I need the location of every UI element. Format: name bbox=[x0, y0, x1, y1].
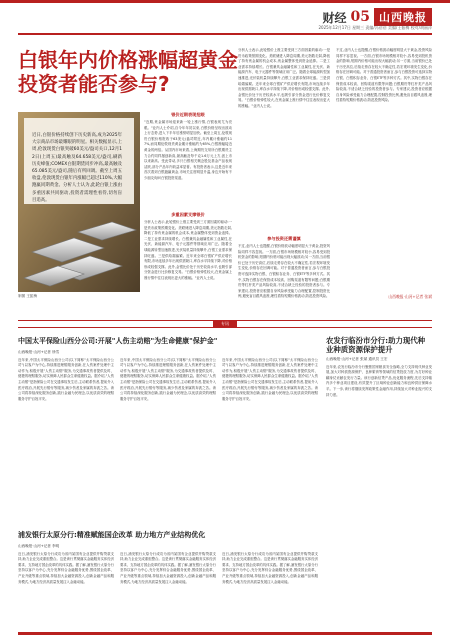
paper-logo: 山西晚报 bbox=[374, 8, 432, 26]
story-adbc-body: 近年来,农发行临汾市分行聚焦国家粮食安全战略,全力支持现代种业发展,加大对种质资源保护、良种繁育等领域的信贷投放力度,为打好种业翻身仗贡献农发行力量。该行创新信贷产品,优化服务流程,先后支持辖内多个种业项目建设,有效提升了区域种业创新能力和良种供应保障水平。下一步,该行将继续发挥政策性金融作用,持续加大对种业振兴的支持力度。 bbox=[326, 364, 432, 397]
lead-byline: 山西晚报·山河+记者 张斌 bbox=[388, 294, 432, 299]
masthead bbox=[323, 8, 433, 26]
column-1-text-b: 分析人士表示,此轮银价上涨主要受到三方面因素的驱动:一是货币政策预期变化。美联储进入降息周期,美元指数走弱,降低了持有贵金属的机会成本,贵金属整体受到资金追捧。二是工业需求持续增长。白银兼具金融属性和工业属性,在光伏、新能源汽车、电子元器件等领域应用广泛。随着全球能源转型加速推进,光伏装机量持续攀升,白银工业需求保持旺盛。三是供给端偏紧。近年来全球白银矿产供应增长有限,市场连续多年出现供需缺口,库存水平持续下降,对价格形成较强支撑。此外,金银比价处于历史较高水平,也吸引部分资金进行比价修复交易。"白银价格弹性较大,在贵金属上涨行情中往往表现出更大的涨幅。"业内人士说。 bbox=[144, 220, 232, 280]
section-bar bbox=[18, 320, 432, 328]
column-2-text-a: 分析人士表示,此轮银价上涨主要受到三方面因素的驱动:一是货币政策预期变化。美联储进入降息周期,美元指数走弱,降低了持有贵金属的机会成本,贵金属整体受到资金追捧。二是工业需求持续增长。白银兼具金融属性和工业属性,在光伏、新能源汽车、电子元器件等领域应用广泛。随着全球能源转型加速推进,光伏装机量持续攀升,白银工业需求保持旺盛。三是供给端偏紧。近年来全球白银矿产供应增长有限,市场连续多年出现供需缺口,库存水平持续下降,对价格形成较强支撑。此外,金银比价处于历史较高水平,也吸引部分资金进行比价修复交易。"白银价格弹性较大,在贵金属上涨行情中往往表现出更大的涨幅。"业内人士说。 bbox=[238, 48, 330, 108]
subhead-1: 银价近期表现抢眼 bbox=[171, 112, 205, 117]
story-spdb-title: 浦发银行太原分行:精准赋能国企改革 助力地方产业结构优化 bbox=[18, 531, 206, 539]
column-2-text-b: 不过,业内人士也提醒,白银价格波动幅度明显大于黄金,投资风险同样不容忽视。一方面,白银市场规模相对较小,容易受到投机资金的影响,短期内价格可能出现大幅波动;另一方面,当前银价已处于历史高位,后续走势存在较大不确定性,若宏观环境发生变化,价格存在回调可能。对于普通投资者而言,参与白银投资可选择实物白银、白银积存业务、白银ETF等多种方式。其中,实物白银存在保管成本较高、回购渠道有限等问题;白银期货等杠杆类产品风险较高,不适合缺乏经验的投资者参与。专家建议,投资者应根据自身风险承受能力合理配置,控制投资比例,避免盲目跟风追涨,理性看待短期价格波动,防范投资风险。 bbox=[238, 244, 330, 299]
headline-line-1: 白银年内价格涨幅超黄金 bbox=[18, 48, 238, 72]
story-spdb-body bbox=[18, 552, 318, 632]
photo-credit: 制图 王振梅 bbox=[18, 294, 38, 298]
column-3-text: 不过,业内人士也提醒,白银价格波动幅度明显大于黄金,投资风险同样不容忽视。一方面,白银市场规模相对较小,容易受到投机资金的影响,短期内价格可能出现大幅波动;另一方面,当前银价已处于历史高位,后续走势存在较大不确定性,若宏观环境发生变化,价格存在回调可能。对于普通投资者而言,参与白银投资可选择实物白银、白银积存业务、白银ETF等多种方式。其中,实物白银存在保管成本较高、回购渠道有限等问题;白银期货等杠杆类产品风险较高,不适合缺乏经验的投资者参与。专家建议,投资者应根据自身风险承受能力合理配置,控制投资比例,避免盲目跟风追涨,理性看待短期价格波动,防范投资风险。 bbox=[336, 48, 432, 103]
headline-line-2: 投资者能否参与? bbox=[18, 72, 170, 96]
lead-summary: 近日,白银价格持续创下历史新高,成为2025年大宗商品市场最耀眼的明星。相关数据显示,上周,伦敦现货白银突破60美元/盎司关口,12月12日(上周五)最高触及64.658美元/盎司,刷新历史峰值;COMEX白银期货同步冲高,最高触及65.085美元/盎司,随后有所回调。截至上周五收盘,伦敦现货白银年内涨幅已超过110%,大幅跑赢同期黄金。分析人士认为,此轮白银上涨由多重因素共同驱动,投资者需理性看待,切勿盲目追高。 bbox=[32, 133, 122, 203]
article-column-2 bbox=[238, 48, 330, 306]
story-taiping-col-1: 近年来,中国太平保险山西分公司(以下简称"太平保险山西分公司")以客户为中心,持续推进理赔服务创新,在人伤案件处理中主动作为,积极开展"人伤主动赔"服务,为交通事故伤者提供及时、便捷的理赔服务,切实保障人民群众生命健康权益。据介绍,"人伤主动赔"是指保险公司在交通事故发生后,主动联系伤者,提前介入医疗救治,开展先行赔付等服务,减少伤者及家属的奔波之苦。该公司将持续深化服务创新,践行金融为民理念,以优质高效的理赔服务守护百姓平安。 bbox=[18, 357, 114, 401]
story-taiping-col-3: 近年来,中国太平保险山西分公司(以下简称"太平保险山西分公司")以客户为中心,持续推进理赔服务创新,在人伤案件处理中主动作为,积极开展"人伤主动赔"服务,为交通事故伤者提供及时、便捷的理赔服务,切实保障人民群众生命健康权益。据介绍,"人伤主动赔"是指保险公司在交通事故发生后,主动联系伤者,提前介入医疗救治,开展先行赔付等服务,减少伤者及家属的奔波之苦。该公司将持续深化服务创新,践行金融为民理念,以优质高效的理赔服务守护百姓平安。 bbox=[222, 357, 318, 401]
issue-line: 2025年12月17日 星期三 责编/冯蓓蓓 美编/王振梅 校对/胡丽萍 bbox=[318, 25, 432, 30]
story-spdb-col-2: 近日,浦发银行太原分行成功为省内某国有企业提供并购贷款支持,助力企业完成重组整合。这是该行贯彻落实金融服务实体经济要求、支持地方国企改革的具体实践。据了解,浦发银行太原分行坚持以客户为中心,充分发挥综合金融服务优势,围绕国企改革、产业升级等重点领域,持续加大金融资源投入,创新金融产品和服务模式,为地方经济高质量发展注入金融动能。 bbox=[120, 551, 216, 584]
column-1-text-a: "近期,贵金属市场迎来新一轮上涨行情,白银表现尤为亮眼。"业内人士介绍,自今年年初以来,白银价格呈现出波动上行态势,进入下半年后涨势明显加快。截至上周五,伦敦现货白银价格报收于63美元/盎司附近,年内累计涨幅约117%,而同期伦敦现货黄金累计涨幅约为65%,白银涨幅接近黄金的两倍。从国内市场来看,上海期货交易所白银期货主力合约同样屡创新高,最高触及每千克1.6万元上方,创上市以来新高。受此带动,多只白银相关概念股及基金产品表现活跃,部分产品年内收益率显著。有投资者表示,这是近年来首次看到白银跑赢黄金,市场关注度明显升温,身边开始有不少朋友询问白银投资渠道。 bbox=[144, 120, 232, 180]
section-bar-label: 专讯 bbox=[213, 320, 237, 328]
story-taiping-title: 中国太平保险山西分公司:开展"人伤主动赔"为生命健康"保护金" bbox=[18, 337, 218, 345]
header-rule bbox=[18, 33, 432, 35]
story-adbc-byline: 山西晚报·山河+记者 张斌 通讯员 王宏 bbox=[326, 357, 388, 361]
story-adbc bbox=[326, 336, 432, 615]
story-adbc-title: 农发行临汾市分行:助力现代种业种质资源保护提升 bbox=[326, 336, 426, 354]
article-column-1 bbox=[144, 112, 232, 324]
subhead-3: 参与投资还需谨慎 bbox=[267, 236, 301, 241]
article-column-3 bbox=[336, 48, 432, 300]
section-name: 财经 bbox=[322, 10, 347, 25]
story-taiping-body bbox=[18, 358, 318, 538]
story-taiping-col-2: 近年来,中国太平保险山西分公司(以下简称"太平保险山西分公司")以客户为中心,持续推进理赔服务创新,在人伤案件处理中主动作为,积极开展"人伤主动赔"服务,为交通事故伤者提供及时、便捷的理赔服务,切实保障人民群众生命健康权益。据介绍,"人伤主动赔"是指保险公司在交通事故发生后,主动联系伤者,提前介入医疗救治,开展先行赔付等服务,减少伤者及家属的奔波之苦。该公司将持续深化服务创新,践行金融为民理念,以优质高效的理赔服务守护百姓平安。 bbox=[120, 357, 216, 401]
story-taiping-byline: 山西晚报·山河+记者 徐雪 bbox=[18, 350, 60, 354]
story-taiping bbox=[18, 336, 318, 538]
story-spdb bbox=[18, 530, 318, 632]
subhead-2: 多重因素支撑银价 bbox=[171, 212, 205, 217]
story-spdb-byline: 山西晚报·山河+记者 李明 bbox=[18, 544, 60, 548]
bottom-red-rule bbox=[18, 632, 432, 635]
story-spdb-col-3: 近日,浦发银行太原分行成功为省内某国有企业提供并购贷款支持,助力企业完成重组整合。这是该行贯彻落实金融服务实体经济要求、支持地方国企改革的具体实践。据了解,浦发银行太原分行坚持以客户为中心,充分发挥综合金融服务优势,围绕国企改革、产业升级等重点领域,持续加大金融资源投入,创新金融产品和服务模式,为地方经济高质量发展注入金融动能。 bbox=[222, 551, 318, 584]
story-spdb-col-1: 近日,浦发银行太原分行成功为省内某国有企业提供并购贷款支持,助力企业完成重组整合。这是该行贯彻落实金融服务实体经济要求、支持地方国企改革的具体实践。据了解,浦发银行太原分行坚持以客户为中心,充分发挥综合金融服务优势,围绕国企改革、产业升级等重点领域,持续加大金融资源投入,创新金融产品和服务模式,为地方经济高质量发展注入金融动能。 bbox=[18, 551, 114, 584]
top-red-rule bbox=[0, 0, 450, 3]
page-number: 05 bbox=[350, 9, 370, 25]
